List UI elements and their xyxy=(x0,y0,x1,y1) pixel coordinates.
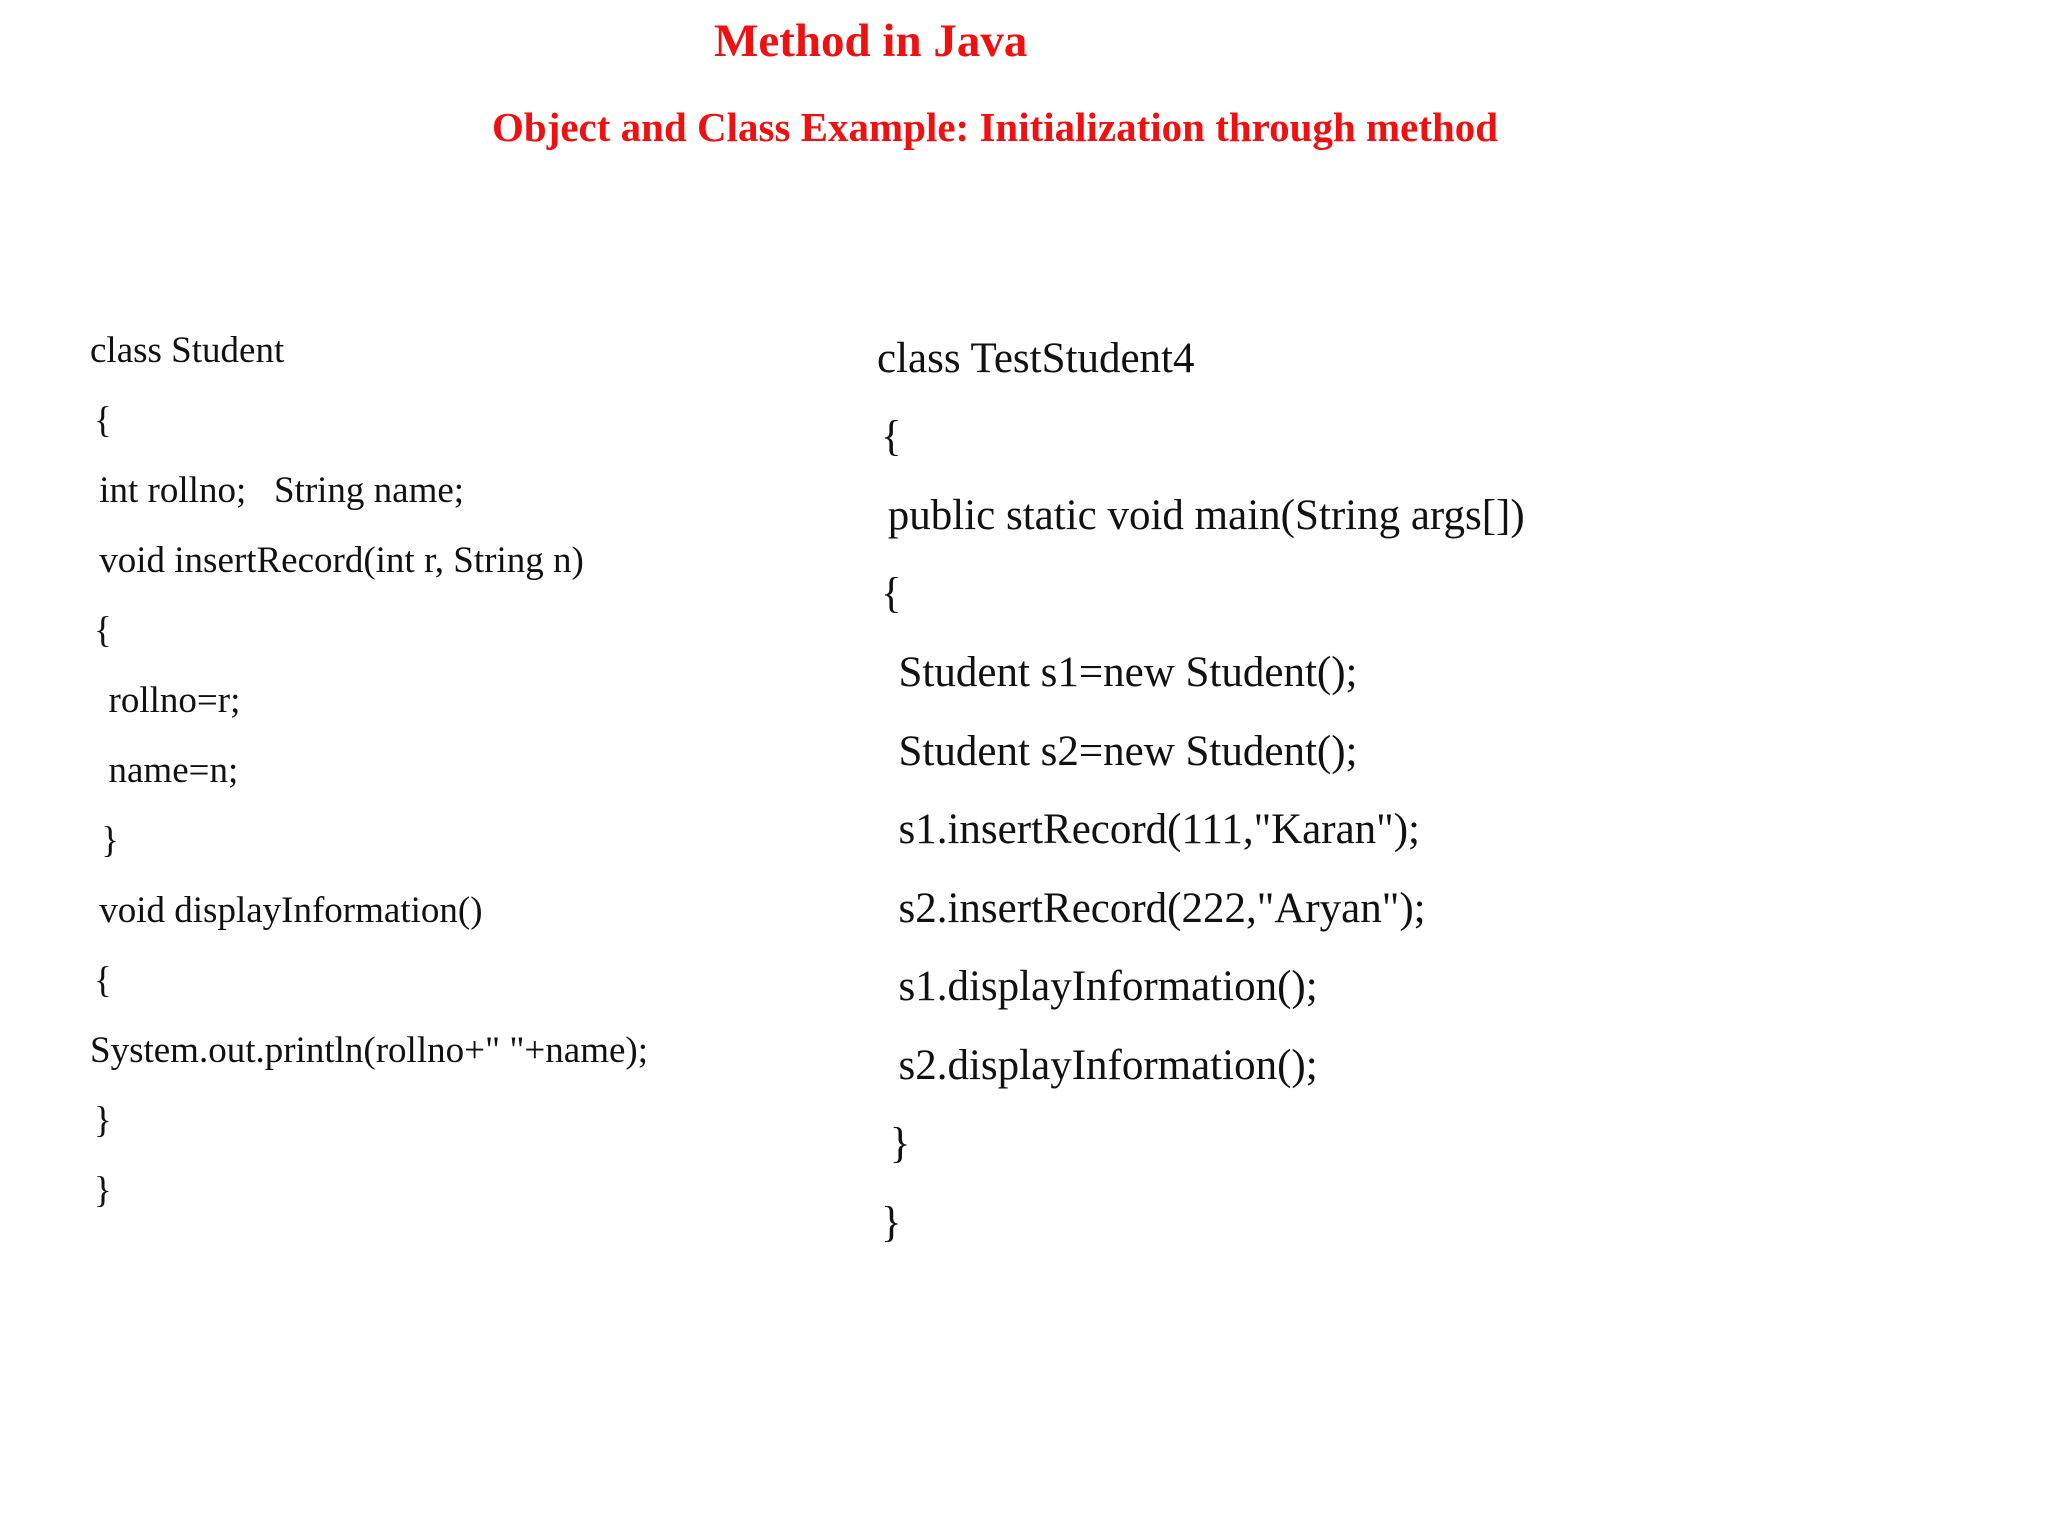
code-line: class TestStudent4 xyxy=(877,335,1195,382)
code-line: name=n; xyxy=(90,750,239,791)
code-line: s2.insertRecord(222,"Aryan"); xyxy=(877,885,1426,932)
code-line: } xyxy=(94,1170,112,1211)
code-line: void insertRecord(int r, String n) xyxy=(90,540,584,581)
code-line: } xyxy=(92,820,120,861)
code-line: public static void main(String args[]) xyxy=(877,492,1525,539)
code-line: s2.displayInformation(); xyxy=(877,1042,1318,1089)
code-line: s1.displayInformation(); xyxy=(877,963,1318,1010)
page-title: Method in Java xyxy=(714,15,1028,67)
code-line: class Student xyxy=(90,330,285,371)
code-line: } xyxy=(94,1100,112,1141)
code-line: { xyxy=(94,610,112,651)
code-line: { xyxy=(881,570,902,617)
code-line: Student s2=new Student(); xyxy=(877,728,1358,775)
code-line: System.out.println(rollno+" "+name); xyxy=(90,1030,649,1071)
code-line: { xyxy=(94,400,112,441)
code-line: rollno=r; xyxy=(90,680,241,721)
code-line: s1.insertRecord(111,"Karan"); xyxy=(877,806,1420,853)
code-line: } xyxy=(881,1199,902,1246)
code-line: { xyxy=(881,413,902,460)
code-line: } xyxy=(879,1120,911,1167)
page-subtitle: Object and Class Example: Initialization through method xyxy=(492,104,1499,150)
code-line: int rollno; String name; xyxy=(90,470,465,511)
code-line: { xyxy=(94,960,112,1001)
code-line: Student s1=new Student(); xyxy=(877,649,1358,696)
code-line: void displayInformation() xyxy=(90,890,483,931)
